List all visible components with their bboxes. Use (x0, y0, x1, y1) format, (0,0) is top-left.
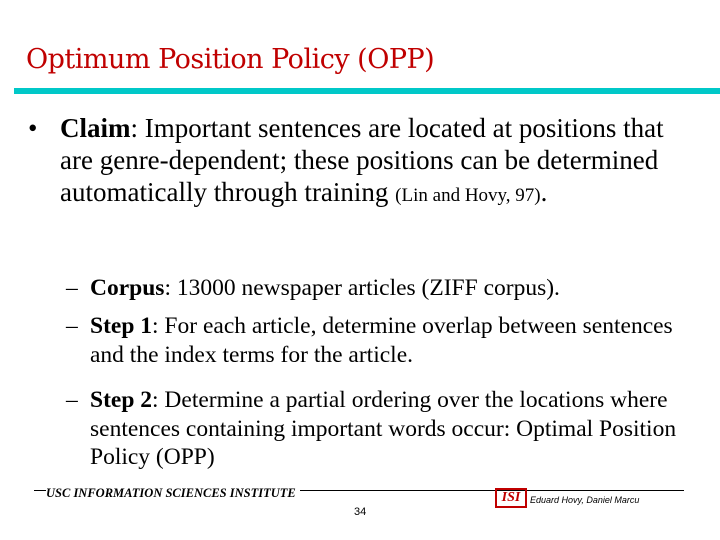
slide-title: Optimum Position Policy (OPP) (26, 44, 435, 75)
subitem-text: : For each article, determine overlap between sentences and the index terms for the article. (90, 313, 673, 368)
claim-body (60, 112, 688, 212)
page-number: 34 (354, 506, 367, 518)
claim-label: Claim (60, 113, 131, 143)
footer-institute: USC INFORMATION SCIENCES INSTITUTE (46, 486, 300, 501)
subitem-label: Step 2 (90, 387, 153, 413)
subitem-corpus (66, 274, 706, 303)
footer-authors: Eduard Hovy, Daniel Marcu (530, 495, 640, 505)
subitem-label: Corpus (90, 275, 165, 301)
subitem-text: : Determine a partial ordering over the locations where sentences containing important words occur: Optimal Position Policy (OPP) (90, 387, 677, 470)
claim-text: : Important sentences are located at positions that are genre-dependent; these positions can be determined automatically through training (60, 113, 664, 207)
isi-logo: ISI (495, 488, 527, 508)
dash-mark: – (66, 313, 78, 339)
subitem-label: Step 1 (90, 313, 153, 339)
bullet-mark: • (28, 113, 38, 143)
dash-mark: – (66, 275, 78, 301)
claim-end: . (540, 177, 548, 207)
claim-bullet (28, 112, 688, 212)
claim-citation: (Lin and Hovy, 97) (395, 185, 541, 206)
subitem-step-1 (66, 312, 706, 369)
title-underline (14, 88, 720, 94)
subitem-step-2 (66, 386, 706, 472)
dash-mark: – (66, 387, 78, 413)
subitem-text: : 13000 newspaper articles (ZIFF corpus). (164, 275, 560, 301)
